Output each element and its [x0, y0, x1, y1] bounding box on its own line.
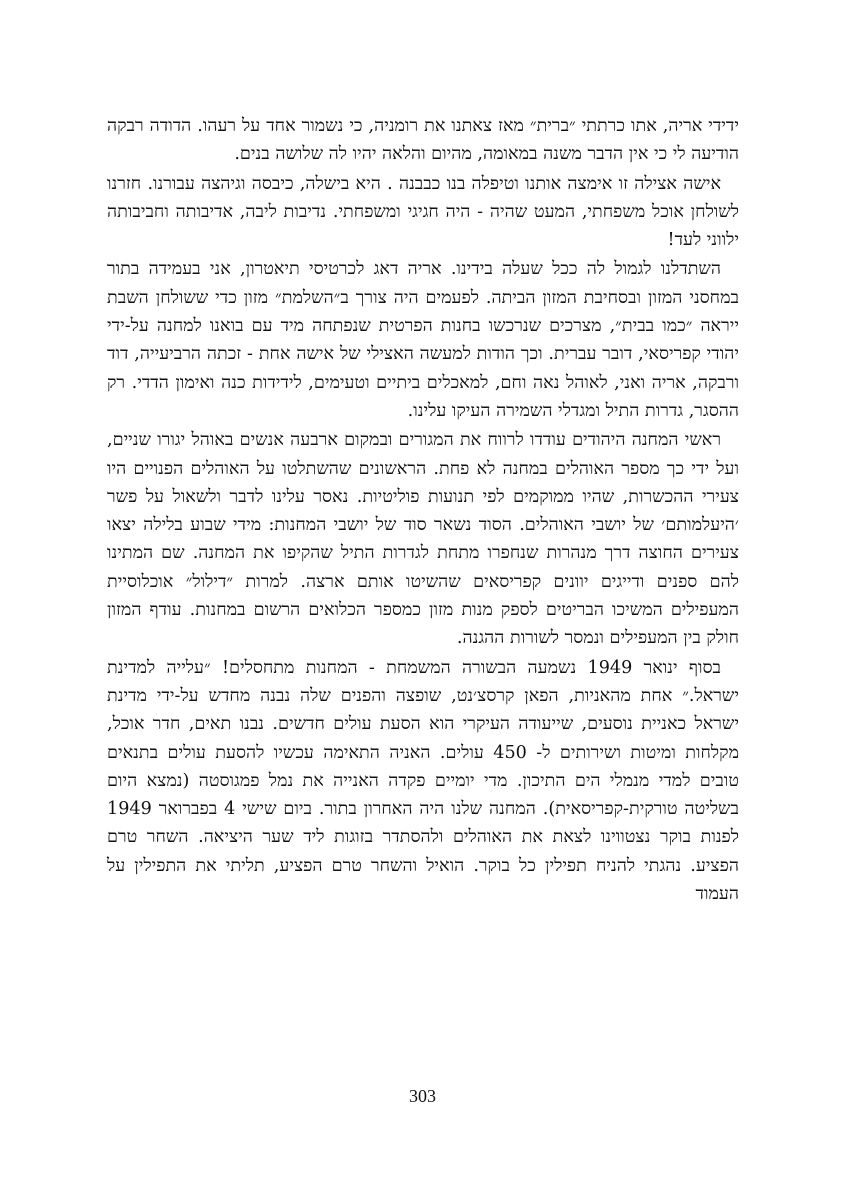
page-body: [107, 112, 739, 909]
paragraph-4: ראשי המחנה היהודים עודדו לרווח את המגורים ובמקום ארבעה אנשים באוהל יגורו שניים, ועל ידי כך מספר האוהלים במחנה לא פחת. הראשונים שהשתלטו על האוהלים הפנויים היו צעירי ההכשרות, שהיו ממוקמים לפי תנועות פוליטיות. נאסר עלינו לדבר ולשאול על פשר ׳היעלמותם׳ של יושבי האוהלים. הסוד נשאר סוד של יושבי המחנות: מידי שבוע בלילה יצאו צעירים החוצה דרך מנהרות שנחפרו מתחת לגדרות התיל שהקיפו את המחנה. שם המתינו להם ספנים ודייגים יוונים קפריסאים שהשיטו אותם ארצה. למרות ״דילול״ אוכלוסיית המעפילים המשיכו הבריטים לספק מנות מזון כמספר הכלואים הרשום במחנות. עודף המזון חולק בין המעפילים ונמסר לשורות ההגנה.: [107, 430, 739, 649]
paragraph-5: בסוף ינואר 1949 נשמעה הבשורה המשמחת - המחנות מתחסלים! ״עלייה למדינת ישראל.״ אחת מהאניות, הפאן קרסצ׳נט, שופצה והפנים שלה נבנה מחדש על-ידי מדינת ישראל כאניית נוסעים, שייעודה העיקרי הוא הסעת עולים חדשים. נבנו תאים, חדר אוכל, מקלחות ומיטות ושירותים ל- 450 עולים. האניה התאימה עכשיו להסעת עולים בתנאים טובים למדי מנמלי הים התיכון. מדי יומיים פקדה האנייה את נמל פמגוסטה (נמצא היום בשליטה טורקית-קפריסאית). המחנה שלנו היה האחרון בתור. ביום שישי 4 בפברואר 1949 לפנות בוקר נצטווינו לצאת את האוהלים ולהסתדר בזוגות ליד שער היציאה. השחר טרם הפציע. נהגתי להניח תפילין כל בוקר. הואיל והשחר טרם הפציע, תליתי את התפילין על העמוד: [107, 657, 739, 905]
paragraph-1: ידידי אריה, אתו כרתתי ״ברית״ מאז צאתנו את רומניה, כי נשמור אחד על רעהו. הדודה רבקה הודיעה לי כי אין הדבר משנה במאומה, מהיום והלאה יהיו לה שלושה בנים.: [107, 116, 739, 165]
paragraph-2: אישה אצילה זו אימצה אותנו וטיפלה בנו כבבנה . היא בישלה, כיבסה וגיהצה עבורנו. חזרנו לשולחן אוכל משפחתי, המעט שהיה - היה חגיגי ומשפחתי. נדיבות ליבה, אדיבותה וחביבותה ילווני לעד!: [107, 173, 739, 251]
paragraph-3: השתדלנו לגמול לה ככל שעלה בידינו. אריה דאג לכרטיסי תיאטרון, אני בעמידה בתור במחסני המזון ובסחיבת המזון הביתה. לפעמים היה צורך ב״השלמת״ מזון כדי ששולחן השבת ייראה ״כמו בבית״, מצרכים שנרכשו בחנות הפרטית שנפתחה מיד עם בואנו למחנה על-ידי יהודי קפריסאי, דובר עברית. וכך הודות למעשה האצילי של אישה אחת - זכתה הרביעייה, דוד ורבקה, אריה ואני, לאוהל נאה וחם, למאכלים ביתיים וטעימים, לידידות כנה ואימון הדדי. רק ההסגר, גדרות התיל ומגדלי השמירה העיקו עלינו.: [107, 259, 739, 421]
page-number: 303: [409, 1086, 436, 1106]
